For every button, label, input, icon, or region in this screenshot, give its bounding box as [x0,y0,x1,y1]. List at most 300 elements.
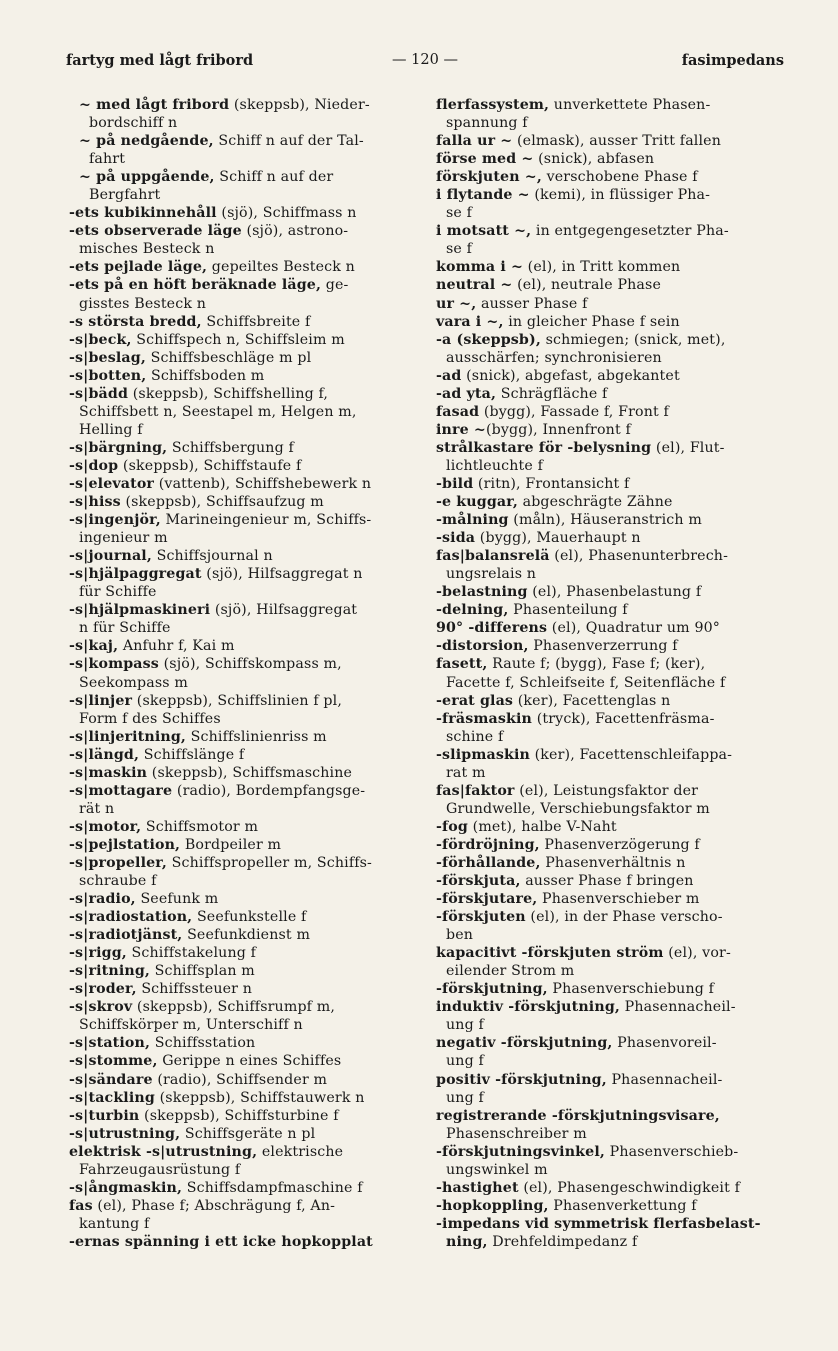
entry-definition: Phasenverkettung f [548,1197,697,1214]
entry-headword: -s|linjeritning, [69,728,186,745]
entry-headword: -s största bredd, [69,313,202,330]
entry-definition: Schiffssteuer n [136,981,253,998]
entry-headword: -s|hjälpmaskineri [69,602,211,619]
entry-headword: -impedans vid symmetrisk flerfasbelast- [436,1215,761,1232]
entry-headword: -s|hiss [69,494,121,511]
entry-definition: (ker), Facettenschleifappa- [529,746,733,763]
entry-headword: kapacitivt -förskjuten ström [436,945,664,962]
entry-headword: -s|roder, [69,981,137,998]
entry-definition: (el), Phasenunterbrech- [549,548,729,565]
entry-headword: -fog [436,818,468,835]
dictionary-entry [69,962,413,980]
entry-headword: -förskjutningsvinkel, [436,1143,605,1160]
entry-headword: i motsatt ~, [436,223,532,240]
entry-definition: (skeppsb), Schiffstaufe f [118,457,302,474]
entry-definition: gepeiltes Besteck n [207,259,355,276]
entry-headword: -erat glas [436,692,514,709]
entry-headword: -s|linjer [69,692,133,709]
entry-definition: elektrische [257,1143,344,1160]
dictionary-entry [69,692,413,728]
dictionary-entry [69,331,413,349]
entry-definition: Schiffsbett n, Seestapel m, Helgen m, [79,403,357,420]
entry-definition: (kemi), in flüssiger Pha- [529,187,711,204]
entry-headword: -ets pejlade läge, [69,259,208,276]
dictionary-entry [69,980,413,998]
dictionary-entry [436,782,786,818]
dictionary-entry [436,421,786,439]
dictionary-entry [436,836,786,854]
dictionary-entry [69,385,413,439]
dictionary-entry [69,746,413,764]
dictionary-entry [436,944,786,980]
entry-definition: (met), halbe V-Naht [467,818,617,835]
entry-definition: (skeppsb), Schiffsaufzug m [120,494,324,511]
dictionary-entry [69,728,413,746]
entry-definition: Phasenvoreil- [612,1035,717,1052]
entry-definition: verschobene Phase f [541,169,698,186]
entry-definition: ungswinkel m [446,1161,548,1178]
entry-headword: fasad [436,403,480,420]
entry-headword: fas|balansrelä [436,548,550,565]
entry-definition: Bergfahrt [89,187,161,204]
entry-headword: -s|propeller, [69,854,167,871]
dictionary-entry [69,367,413,385]
entry-definition: Seekompass m [79,674,188,691]
entry-definition: Schiffsgeräte n pl [180,1125,316,1142]
entry-headword: förse med ~ [436,151,534,168]
entry-definition: se f [446,241,473,258]
entry-definition: Phasennacheil- [606,1071,723,1088]
entry-headword: -s|kompass [69,656,159,673]
entry-definition: ausser Phase f bringen [520,873,694,890]
entry-headword: 90° -differens [436,620,548,637]
entry-definition: (ker), Facettenglas n [513,692,671,709]
entry-definition: Schiffsbreite f [201,313,311,330]
dictionary-entry [69,601,413,637]
dictionary-entry [69,998,413,1034]
dictionary-entry [69,890,413,908]
page-header [66,52,784,74]
entry-headword: ~ med lågt fribord [79,97,230,113]
entry-definition: Grundwelle, Verschiebungsfaktor m [446,800,710,817]
dictionary-entry [69,1197,413,1233]
entry-definition: unverkettete Phasen- [549,97,711,113]
entry-definition: Phasenverzögerung f [539,836,700,853]
dictionary-entry [69,204,413,222]
dictionary-entry [436,529,786,547]
dictionary-entry [436,890,786,908]
dictionary-entry [69,132,413,168]
entry-definition: (bygg), Mauerhaupt n [475,530,641,547]
entry-definition: schine f [446,728,504,745]
entry-headword: -s|beck, [69,331,132,348]
entry-headword: -ernas spänning i ett icke hopkopplat [69,1233,373,1250]
entry-headword: strålkastare för -belysning [436,439,652,456]
entry-definition: für Schiffe [79,584,157,601]
dictionary-entry [69,276,413,312]
dictionary-entry [69,1233,413,1251]
entry-definition: Seefunk m [135,891,219,908]
entry-headword: -ets observerade läge [69,223,242,240]
entry-definition: rät n [79,800,115,817]
page-number: — 120 — [392,52,458,68]
dictionary-entry [436,692,786,710]
entry-definition: ung f [446,1017,484,1034]
entry-headword: förskjuten ~, [436,169,542,186]
dictionary-entry [69,1125,413,1143]
entry-headword: -förskjuta, [436,873,521,890]
entry-definition: Form f des Schiffes [79,710,221,727]
entry-definition: rat m [446,764,486,781]
entry-headword: fasett, [436,656,488,673]
entry-definition: Schiff n auf der [214,169,334,186]
entry-headword: ning, [446,1233,488,1250]
entry-definition: (bygg), Innenfront f [485,421,631,438]
entry-definition: (skeppsb), Schiffshelling f, [128,385,329,402]
dictionary-entry [69,313,413,331]
entry-definition: ingenieur m [79,530,168,547]
entry-headword: -s|radio, [69,891,136,908]
entry-definition: Facette f, Schleifseite f, Seitenfläche f [446,674,726,691]
dictionary-entry [436,619,786,637]
entry-headword: -s|bärgning, [69,439,168,456]
entry-headword: -s|rigg, [69,945,127,962]
dictionary-entry [436,818,786,836]
dictionary-entry [436,1071,786,1107]
dictionary-entry [69,475,413,493]
entry-headword: -ets kubikinnehåll [69,205,217,222]
entry-definition: eilender Strom m [446,963,575,980]
entry-definition: Anfuhr f, Kai m [118,638,235,655]
entry-headword: ~ på nedgående, [79,133,214,150]
dictionary-entry [69,764,413,782]
entry-headword: -s|ritning, [69,963,150,980]
entry-definition: Phasenverzerrung f [528,638,678,655]
dictionary-entry [69,511,413,547]
entry-headword: falla ur ~ [436,133,513,150]
entry-definition: (el), in Tritt kommen [523,259,681,276]
entry-definition: Bordpeiler m [180,836,282,853]
dictionary-entry [436,1143,786,1179]
entry-definition: Phasenverschiebung f [547,981,715,998]
dictionary-entry [69,1071,413,1089]
entry-definition: (skeppsb), Nieder- [229,97,370,113]
entry-definition: ung f [446,1089,484,1106]
entry-headword: -e kuggar, [436,494,518,511]
entry-definition: Schiff n auf der Tal- [213,133,364,150]
entry-definition: (snick), abgefast, abgekantet [461,367,680,384]
entry-definition: Schiffsplan m [149,963,255,980]
entry-definition: (tryck), Facettenfräsma- [532,710,715,727]
entry-definition: Schiffsdampfmaschine f [182,1179,363,1196]
entry-definition: (el), Quadratur um 90° [547,620,721,637]
dictionary-entry [69,854,413,890]
entry-definition: (el), Phase f; Abschrägung f, An- [92,1197,336,1214]
entry-definition: gisstes Besteck n [79,295,207,312]
entry-headword: -hastighet [436,1179,519,1196]
entry-headword: -s|utrustning, [69,1125,181,1142]
entry-headword: neutral ~ [436,277,513,294]
entry-definition: (sjö), Hilfsaggregat [210,602,358,619]
entry-definition: ausschärfen; synchronisieren [446,349,662,366]
dictionary-entry [69,818,413,836]
entry-headword: -ad yta, [436,385,497,402]
entry-headword: -s|turbin [69,1107,140,1124]
dictionary-entry [436,583,786,601]
entry-definition: Schiffslinienriss m [186,728,327,745]
left-column [69,96,413,1251]
entry-definition: (el), neutrale Phase [512,277,662,294]
dictionary-entry [69,1143,413,1179]
dictionary-entry [69,493,413,511]
dictionary-entry [436,1179,786,1197]
entry-definition: lichtleuchte f [446,457,543,474]
dictionary-entry [436,439,786,475]
entry-headword: -s|ingenjör, [69,512,161,529]
entry-headword: -s|elevator [69,475,155,492]
dictionary-entry [69,457,413,475]
header-right-guideword: fasimpedans [681,52,784,69]
entry-headword: fas [69,1197,93,1214]
entry-headword: -förhållande, [436,854,541,871]
entry-headword: -s|beslag, [69,349,146,366]
entry-headword: -s|sändare [69,1071,153,1088]
entry-definition: (el), Leistungsfaktor der [514,782,699,799]
dictionary-entry [436,637,786,655]
entry-definition: Schiffsbergung f [167,439,294,456]
dictionary-entry [69,439,413,457]
dictionary-entry [69,565,413,601]
entry-headword: -s|längd, [69,746,140,763]
entry-headword: -hopkoppling, [436,1197,549,1214]
entry-definition: (radio), Bordempfangsge- [172,782,366,799]
entry-definition: in entgegengesetzter Pha- [531,223,729,240]
entry-definition: Schiffstakelung f [126,945,257,962]
entry-definition: schraube f [79,873,157,890]
entry-definition: Phasenverhältnis n [540,854,686,871]
dictionary-entry [69,349,413,367]
entry-headword: -s|radiotjänst, [69,927,183,944]
entry-definition: ausser Phase f [476,295,588,312]
dictionary-entry [436,980,786,998]
entry-definition: Seefunkdienst m [182,927,311,944]
dictionary-entry [436,908,786,944]
entry-definition: in gleicher Phase f sein [503,313,680,330]
entry-headword: flerfassystem, [436,97,550,113]
entry-definition: Schiffsbeschläge m pl [145,349,312,366]
entry-headword: komma i ~ [436,259,524,276]
entry-headword: -ad [436,367,462,384]
entry-headword: -s|maskin [69,764,148,781]
entry-headword: negativ -förskjutning, [436,1035,613,1052]
dictionary-entry [69,944,413,962]
dictionary-entry [69,547,413,565]
entry-definition: spannung f [446,115,528,132]
entry-definition: bordschiff n [89,115,178,132]
entry-headword: -fräsmaskin [436,710,533,727]
entry-definition: Schiffsmotor m [141,818,259,835]
entry-headword: positiv -förskjutning, [436,1071,607,1088]
entry-definition: (sjö), astrono- [241,223,349,240]
dictionary-entry [436,475,786,493]
dictionary-entry [69,1107,413,1125]
entry-definition: (sjö), Hilfsaggregat n [201,566,363,583]
dictionary-entry [436,150,786,168]
entry-headword: -s|bädd [69,385,129,402]
entry-definition: (skeppsb), Schiffslinien f pl, [132,692,342,709]
entry-headword: -s|hjälpaggregat [69,566,202,583]
dictionary-entry [436,854,786,872]
dictionary-entry [69,222,413,258]
entry-definition: Gerippe n eines Schiffes [157,1053,342,1070]
dictionary-entry [436,295,786,313]
dictionary-entry [69,258,413,276]
header-left-guideword: fartyg med lågt fribord [66,52,254,69]
dictionary-entry [69,96,413,132]
dictionary-entry [436,746,786,782]
entry-headword: -förskjuten [436,909,526,926]
entry-definition: (elmask), ausser Tritt fallen [512,133,722,150]
dictionary-entry [436,132,786,150]
dictionary-entry [69,908,413,926]
entry-headword: -belastning [436,584,528,601]
entry-definition: (el), Phasenbelastung f [527,584,702,601]
entry-headword: ur ~, [436,295,477,312]
entry-definition: Schiffsstation [150,1035,256,1052]
dictionary-entry [436,222,786,258]
dictionary-entry [436,872,786,890]
entry-definition: Schiffspropeller m, Schiffs- [166,854,373,871]
entry-definition: (skeppsb), Schiffsmaschine [147,764,353,781]
entry-headword: -s|ångmaskin, [69,1179,183,1196]
entry-headword: -s|skrov [69,999,133,1016]
dictionary-entry [69,1089,413,1107]
dictionary-entry [436,168,786,186]
entry-definition: (vattenb), Schiffshebewerk n [154,475,372,492]
entry-headword: -a (skeppsb), [436,331,541,348]
entry-headword: -distorsion, [436,638,529,655]
dictionary-entry [69,655,413,691]
entry-headword: ~ på uppgående, [79,169,215,186]
entry-headword: induktiv -förskjutning, [436,999,620,1016]
entry-definition: Schrägfläche f [496,385,608,402]
dictionary-entry [69,1179,413,1197]
dictionary-entry [436,998,786,1034]
entry-definition: (el), Phasengeschwindigkeit f [518,1179,741,1196]
entry-headword: -förskjutare, [436,891,538,908]
entry-definition: (el), Flut- [651,439,725,456]
entry-headword: -målning [436,512,509,529]
entry-definition: (el), in der Phase verscho- [525,909,723,926]
entry-definition: ung f [446,1053,484,1070]
entry-headword: -sida [436,530,476,547]
dictionary-entry [69,926,413,944]
entry-definition: Phasenteilung f [508,602,628,619]
entry-definition: Schiffslänge f [139,746,245,763]
entry-definition: Helling f [79,421,143,438]
entry-definition: (skeppsb), Schiffstauwerk n [154,1089,365,1106]
entry-definition: (sjö), Schiffskompass m, [158,656,342,673]
dictionary-entry [69,637,413,655]
entry-definition: (ritn), Frontansicht f [473,475,630,492]
entry-definition: (skeppsb), Schiffsrumpf m, [132,999,336,1016]
entry-headword: -s|pejlstation, [69,836,181,853]
entry-definition: Marineingenieur m, Schiffs- [160,512,372,529]
dictionary-entry [436,367,786,385]
entry-headword: -förskjutning, [436,981,548,998]
entry-definition: kantung f [79,1215,150,1232]
entry-definition: Fahrzeugausrüstung f [79,1161,241,1178]
entry-definition: ben [446,927,474,944]
dictionary-entry [436,547,786,583]
entry-headword: -s|journal, [69,548,152,565]
right-column [436,96,786,1251]
dictionary-entry [69,1034,413,1052]
entry-headword: -s|radiostation, [69,909,193,926]
entry-definition: abgeschrägte Zähne [517,494,673,511]
entry-headword: vara i ~, [436,313,504,330]
entry-definition: Drehfeldimpedanz f [487,1233,638,1250]
entry-definition: (sjö), Schiffmass n [216,205,357,222]
entry-definition: ungsrelais n [446,566,537,583]
dictionary-entry [436,1197,786,1215]
entry-headword: i flytande ~ [436,187,530,204]
dictionary-entry [436,258,786,276]
entry-headword: -s|station, [69,1035,151,1052]
dictionary-entry [436,493,786,511]
entry-definition: (måln), Häuseranstrich m [508,512,702,529]
entry-definition: Phasenverschieber m [537,891,700,908]
entry-headword: -s|stomme, [69,1053,158,1070]
dictionary-entry [436,1215,786,1251]
entry-definition: Phasenverschieb- [604,1143,739,1160]
entry-definition: (bygg), Fassade f, Front f [479,403,669,420]
dictionary-entry [69,836,413,854]
dictionary-entry [436,385,786,403]
dictionary-entry [436,655,786,691]
entry-definition: Raute f; (bygg), Fase f; (ker), [487,656,706,673]
entry-definition: schmiegen; (snick, met), [540,331,726,348]
entry-headword: -s|dop [69,457,119,474]
entry-headword: -s|botten, [69,367,147,384]
entry-headword: -ets på en höft beräknade läge, [69,277,322,294]
dictionary-entry [69,1052,413,1070]
entry-definition: (skeppsb), Schiffsturbine f [139,1107,339,1124]
dictionary-entry [436,276,786,294]
entry-headword: registrerande -förskjutningsvisare, [436,1107,720,1124]
dictionary-entry [436,601,786,619]
dictionary-entry [436,1107,786,1143]
entry-headword: -s|tackling [69,1089,155,1106]
dictionary-entry [436,1034,786,1070]
entry-definition: Phasennacheil- [619,999,736,1016]
entry-headword: elektrisk -s|utrustning, [69,1143,258,1160]
dictionary-entry [436,710,786,746]
entry-definition: (el), vor- [663,945,731,962]
entry-definition: (snick), abfasen [533,151,655,168]
entry-headword: -fördröjning, [436,836,540,853]
dictionary-entry [436,186,786,222]
dictionary-entry [436,511,786,529]
entry-definition: Schiffsboden m [146,367,265,384]
entry-definition: Schiffsjournal n [151,548,273,565]
dictionary-entry [436,313,786,331]
entry-definition: Schiffspech n, Schiffsleim m [131,331,345,348]
dictionary-entry [69,168,413,204]
dictionary-entry [436,96,786,132]
entry-headword: -delning, [436,602,509,619]
entry-headword: -s|motor, [69,818,142,835]
